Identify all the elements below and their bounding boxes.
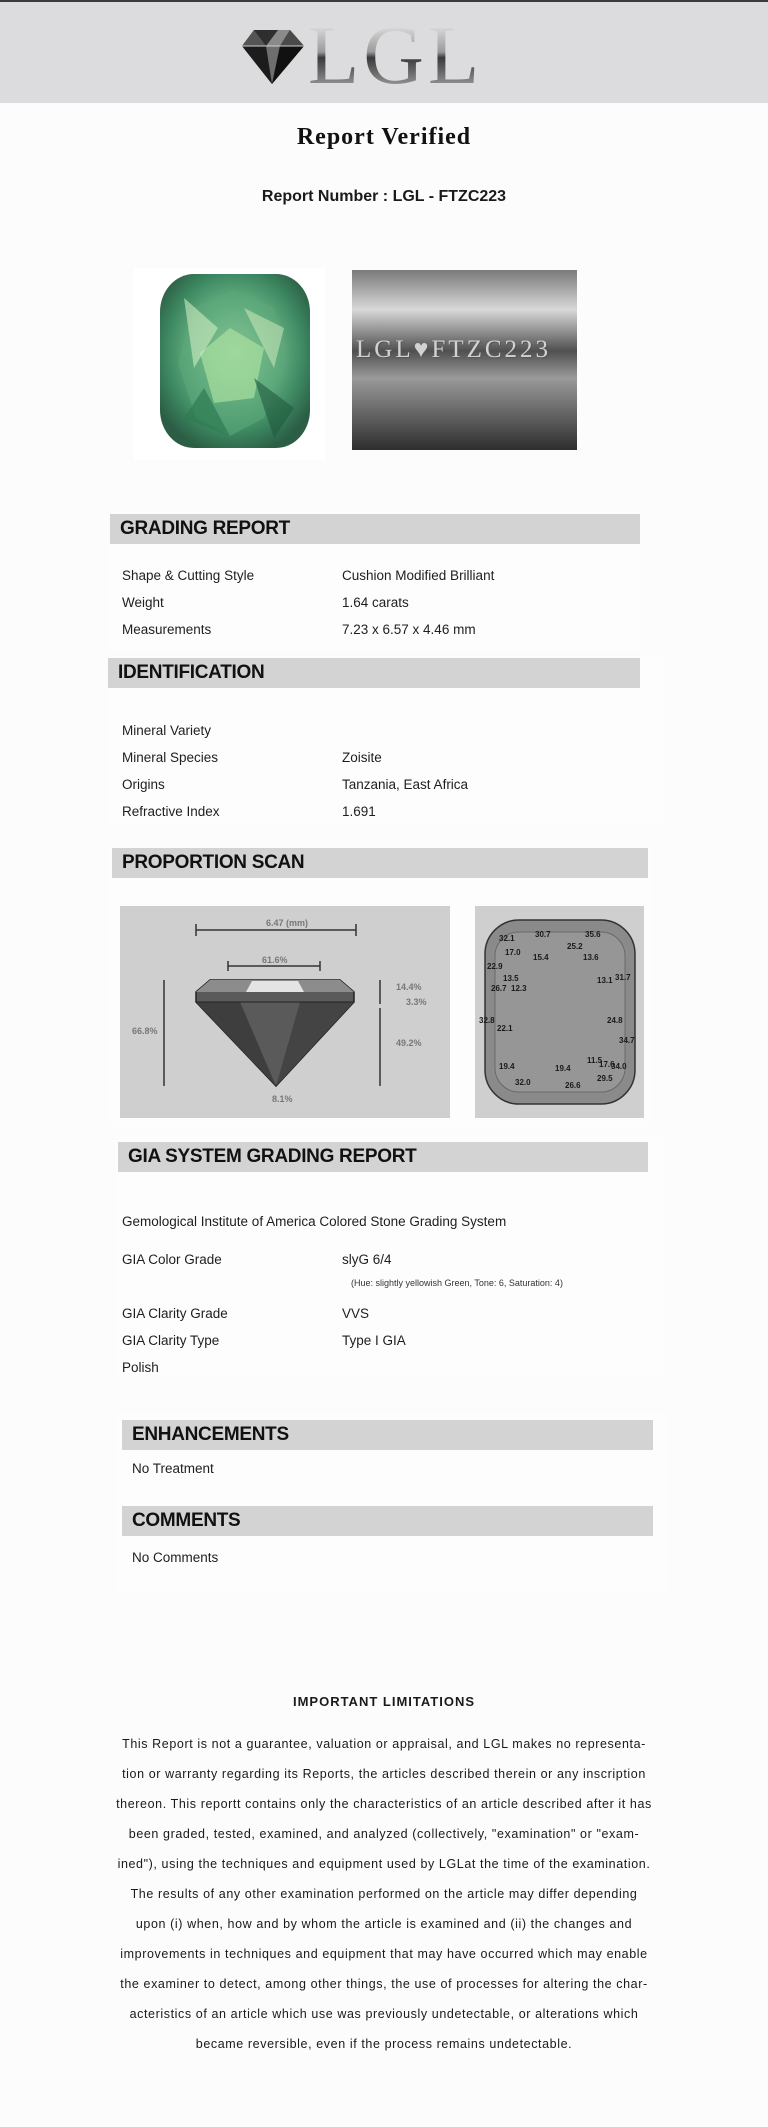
top-value: 19.4 <box>499 1062 515 1071</box>
gia-clarity-type-value: Type I GIA <box>342 1333 406 1348</box>
top-value: 32.8 <box>479 1016 495 1025</box>
limitations-line: The results of any other examination performed on the article may differ depending <box>130 1887 638 1901</box>
top-value: 26.7 <box>491 984 507 993</box>
top-value: 11.5 <box>587 1056 603 1065</box>
limitations-line: been graded, tested, examined, and analyzed (collectively, "examination" or "exam- <box>128 1827 640 1841</box>
report-number: Report Number : LGL - FTZC223 <box>261 188 507 205</box>
profile-girdle: 3.3% <box>406 997 427 1007</box>
refractive-index-value: 1.691 <box>342 804 376 819</box>
profile-width: 6.47 (mm) <box>266 918 309 928</box>
gia-clarity-label: GIA Clarity Grade <box>122 1306 228 1321</box>
gia-clarity-value: VVS <box>342 1306 370 1321</box>
top-value: 30.7 <box>535 930 551 939</box>
limitations-line: tion or warranty regarding its Reports, the articles described therein or any inscription <box>122 1767 646 1781</box>
origins-value: Tanzania, East Africa <box>342 777 469 792</box>
top-value: 34.0 <box>611 1062 627 1071</box>
top-value: 34.7 <box>619 1036 635 1045</box>
top-value: 15.4 <box>533 953 549 962</box>
limitations-line: acteristics of an article which use was previously undetectable, or alterations which <box>129 2007 639 2021</box>
origins-label: Origins <box>122 777 165 792</box>
top-value: 12.3 <box>511 984 527 993</box>
top-value: 13.1 <box>597 976 613 985</box>
lgl-logo[interactable] <box>234 9 490 102</box>
limitations-line: upon (i) when, how and by whom the article is examined and (ii) the changes and <box>135 1917 633 1931</box>
top-value: 19.4 <box>555 1064 571 1073</box>
proportion-heading: PROPORTION SCAN <box>112 848 648 878</box>
enhancements-heading: ENHANCEMENTS <box>122 1420 653 1450</box>
top-value: 29.5 <box>597 1074 613 1083</box>
shape-label: Shape & Cutting Style <box>122 568 255 583</box>
refractive-index-label: Refractive Index <box>122 804 220 819</box>
limitations-line: This Report is not a guarantee, valuation or appraisal, and LGL makes no representa- <box>122 1737 646 1751</box>
weight-label: Weight <box>122 595 164 610</box>
top-value: 24.8 <box>607 1016 623 1025</box>
polish-label: Polish <box>122 1360 159 1375</box>
top-value: 32.1 <box>499 934 515 943</box>
profile-culet: 8.1% <box>272 1094 293 1104</box>
comments-heading: COMMENTS <box>122 1506 653 1536</box>
gia-system-text: Gemological Institute of America Colored Stone Grading System <box>122 1214 507 1229</box>
limitations-line: the examiner to detect, among other things, the use of processes for altering the char- <box>120 1977 648 1991</box>
mineral-species-value: Zoisite <box>342 750 382 765</box>
top-value: 13.5 <box>503 974 519 983</box>
logo-wordmark: LGL <box>308 9 484 102</box>
weight-value: 1.64 carats <box>342 595 409 610</box>
top-value: 13.6 <box>583 953 599 962</box>
profile-depth: 66.8% <box>132 1026 158 1036</box>
gia-heading: GIA SYSTEM GRADING REPORT <box>118 1142 648 1172</box>
proportion-top-scan <box>475 906 644 1118</box>
limitations-line: became reversible, even if the process remains undetectable. <box>195 2037 573 2051</box>
top-value: 35.6 <box>585 930 601 939</box>
top-value: 22.1 <box>497 1024 513 1033</box>
top-value: 22.9 <box>487 962 503 971</box>
top-value: 31.7 <box>615 973 631 982</box>
measurements-label: Measurements <box>122 622 212 637</box>
top-value: 26.6 <box>565 1081 581 1090</box>
limitations-line: improvements in techniques and equipment that may have occurred which may enable <box>120 1947 648 1961</box>
gia-clarity-type-label: GIA Clarity Type <box>122 1333 220 1348</box>
grading-heading: GRADING REPORT <box>110 514 640 544</box>
enhancements-value: No Treatment <box>132 1461 214 1476</box>
top-value: 25.2 <box>567 942 583 951</box>
profile-crown-height: 14.4% <box>396 982 422 992</box>
mineral-species-label: Mineral Species <box>122 750 219 765</box>
gia-color-note: (Hue: slightly yellowish Green, Tone: 6, Saturation: 4) <box>351 1278 563 1288</box>
shape-value: Cushion Modified Brilliant <box>342 568 495 583</box>
identification-heading: IDENTIFICATION <box>108 658 640 688</box>
profile-table: 61.6% <box>262 955 288 965</box>
mineral-variety-label: Mineral Variety <box>122 723 212 738</box>
gemstone-photo <box>134 268 326 460</box>
diamond-logo-icon <box>234 24 310 88</box>
top-value: 32.0 <box>515 1078 531 1087</box>
page-title: Report Verified <box>296 124 472 150</box>
limitations-line: ined"), using the techniques and equipment used by LGLat the time of the examination. <box>117 1857 651 1871</box>
limitations-line: thereon. This reportt contains only the characteristics of an article described after it has <box>116 1797 652 1811</box>
top-value: 17.0 <box>505 948 521 957</box>
inscription-photo <box>352 270 577 450</box>
measurements-value: 7.23 x 6.57 x 4.46 mm <box>342 622 476 637</box>
proportion-profile-scan <box>120 906 450 1118</box>
profile-diagram <box>120 906 450 1118</box>
gia-color-value: slyG 6/4 <box>342 1252 392 1267</box>
gia-color-label: GIA Color Grade <box>122 1252 222 1267</box>
comments-value: No Comments <box>132 1550 219 1565</box>
profile-pavilion: 49.2% <box>396 1038 422 1048</box>
inscription-text: LGL♥FTZC223 <box>356 336 552 363</box>
top-value: 17.6 <box>599 1060 615 1069</box>
limitations-title: IMPORTANT LIMITATIONS <box>292 1694 476 1709</box>
header-bar <box>0 2 768 103</box>
